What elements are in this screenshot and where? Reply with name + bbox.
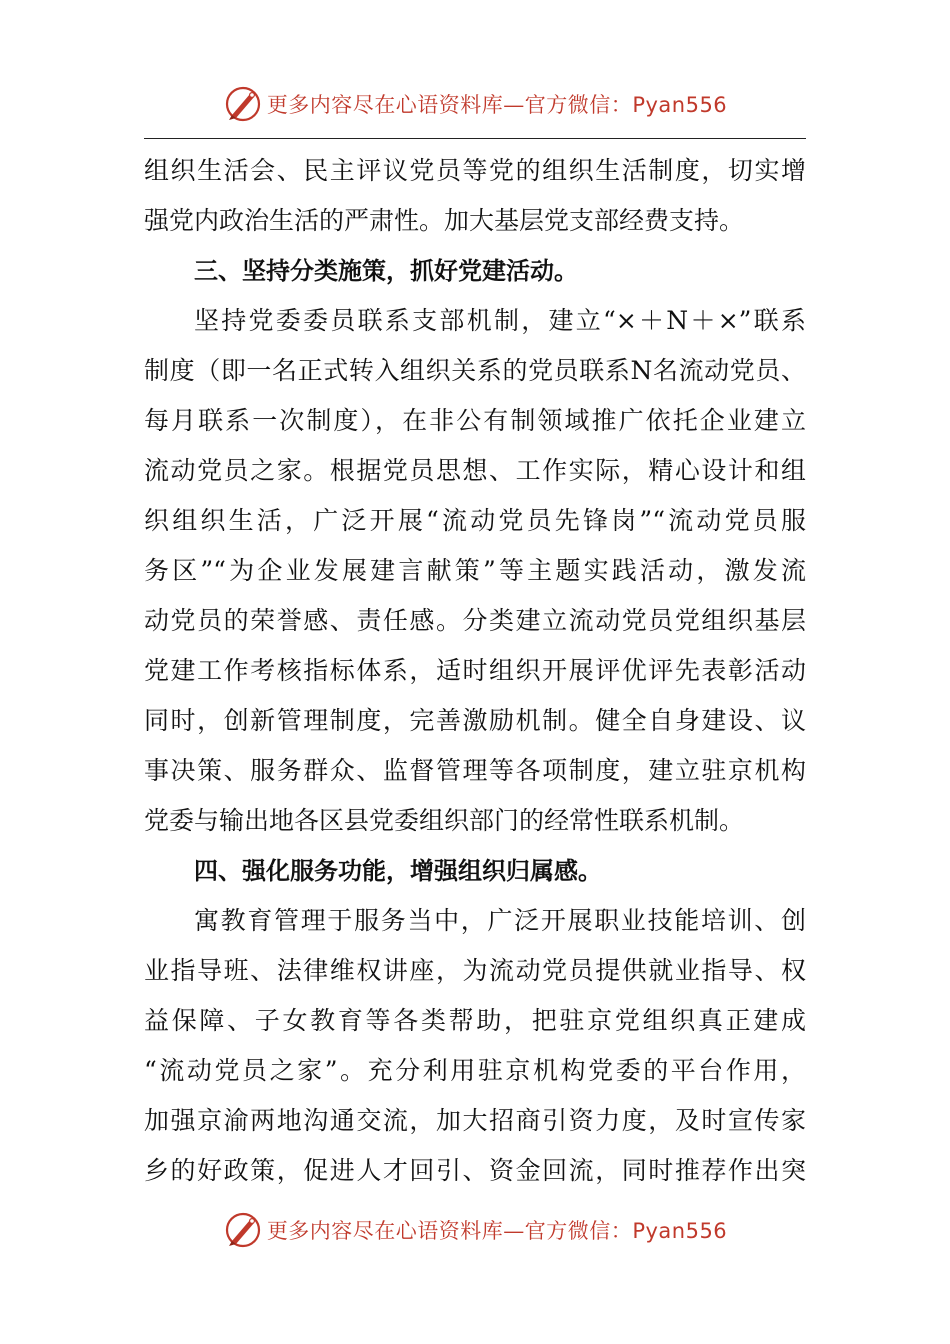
body-line: 党委与输出地各区县党委组织部门的经常性联系机制。 [144,806,745,835]
body-line: 务区”“为企业发展建言献策”等主题实践活动，激发流 [144,556,806,585]
body-line: 寓教育管理于服务当中，广泛开展职业技能培训、创 [194,906,806,935]
body-line: 事决策、服务群众、监督管理等各项制度，建立驻京机构 [144,756,806,785]
body-line: 加强京渝两地沟通交流，加大招商引资力度，及时宣传家 [144,1106,806,1135]
body-line: 组织生活会、民主评议党员等党的组织生活制度，切实增 [144,156,806,185]
header-banner-text: 更多内容尽在心语资料库—官方微信：Pyan556 [266,93,728,117]
body-line: 业指导班、法律维权讲座，为流动党员提供就业指导、权 [144,956,806,985]
body-line: 织组织生活，广泛开展“流动党员先锋岗”“流动党员服 [144,506,806,535]
body-line: 乡的好政策，促进人才回引、资金回流，同时推荐作出突 [144,1156,806,1185]
footer-banner-text: 更多内容尽在心语资料库—官方微信：Pyan556 [266,1219,728,1243]
body-line: 坚持党委委员联系支部机制，建立“×＋N＋×”联系 [194,306,806,335]
body-line: 同时，创新管理制度，完善激励机制。健全自身建设、议 [144,706,806,735]
body-line: 每月联系一次制度），在非公有制领域推广依托企业建立 [144,406,806,435]
pen-logo-icon [223,1210,263,1250]
header-rule [144,138,806,139]
body-line: 党建工作考核指标体系，适时组织开展评优评先表彰活动 [144,656,806,685]
header-banner [0,82,950,126]
document-body [144,146,806,1196]
body-line: 益保障、子女教育等各类帮助，把驻京党组织真正建成 [144,1006,806,1035]
pen-logo-icon [223,84,263,124]
body-line: 制度（即一名正式转入组织关系的党员联系N名流动党员、 [144,356,806,385]
body-line: 流动党员之家。根据党员思想、工作实际，精心设计和组 [144,456,806,485]
footer-banner [0,1208,950,1252]
section-heading-4: 四、强化服务功能，增强组织归属感。 [194,857,602,885]
body-line: 强党内政治生活的严肃性。加大基层党支部经费支持。 [144,206,745,235]
body-line: 动党员的荣誉感、责任感。分类建立流动党员党组织基层 [144,606,806,635]
section-heading-3: 三、坚持分类施策，抓好党建活动。 [194,257,578,285]
body-line: “流动党员之家”。充分利用驻京机构党委的平台作用， [144,1056,806,1085]
